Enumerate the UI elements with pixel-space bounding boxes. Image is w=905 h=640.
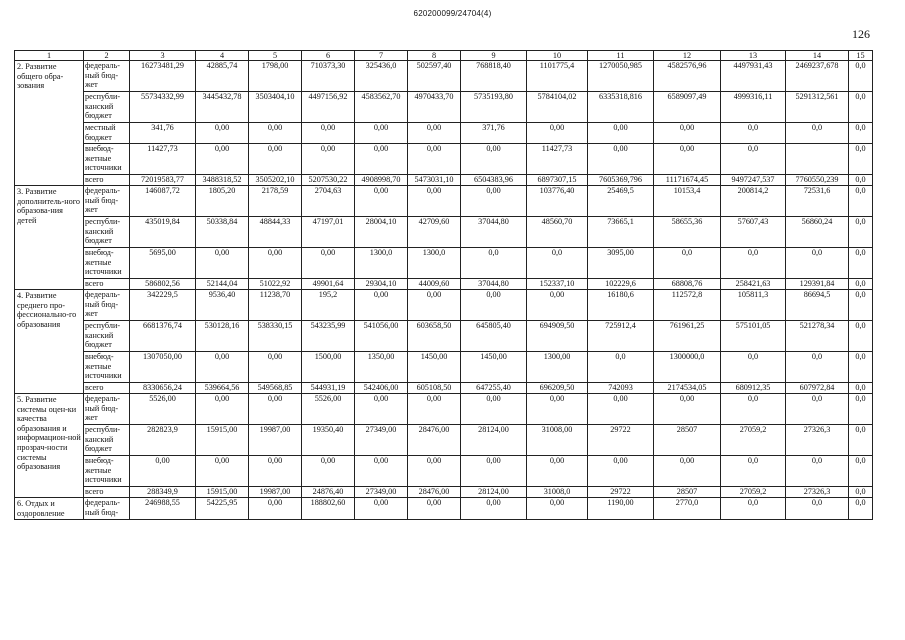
column-number: 14	[786, 51, 849, 61]
value-cell: 371,76	[461, 123, 527, 144]
value-cell: 0,00	[408, 498, 461, 520]
section-title: 3. Развитие дополнитель-ного образова-ния детей	[15, 186, 84, 290]
value-cell: 0,0	[849, 383, 873, 394]
value-cell: 0,00	[408, 144, 461, 175]
table-row	[15, 498, 873, 520]
value-cell: 0,00	[355, 144, 408, 175]
value-cell: 129391,84	[786, 279, 849, 290]
value-cell: 42885,74	[196, 61, 249, 92]
value-cell: 543235,99	[302, 321, 355, 352]
value-cell: 521278,34	[786, 321, 849, 352]
value-cell: 0,00	[355, 498, 408, 520]
value-cell: 4497931,43	[721, 61, 786, 92]
value-cell: 27349,00	[355, 425, 408, 456]
value-cell: 55734332,99	[130, 92, 196, 123]
table-row	[15, 186, 873, 217]
value-cell: 0,0	[849, 92, 873, 123]
value-cell: 8330656,24	[130, 383, 196, 394]
value-cell: 341,76	[130, 123, 196, 144]
value-cell: 195,2	[302, 290, 355, 321]
value-cell: 0,0	[461, 248, 527, 279]
value-cell: 0,0	[786, 394, 849, 425]
funding-source: республи-канский бюджет	[84, 217, 130, 248]
value-cell: 694909,50	[527, 321, 588, 352]
value-cell: 605108,50	[408, 383, 461, 394]
value-cell: 0,00	[408, 186, 461, 217]
value-cell: 72531,6	[786, 186, 849, 217]
funding-source: федераль-ный бюд-	[84, 498, 130, 520]
value-cell: 0,00	[461, 144, 527, 175]
column-number: 3	[130, 51, 196, 61]
value-cell: 1350,00	[355, 352, 408, 383]
value-cell: 1300,00	[527, 352, 588, 383]
value-cell: 0,0	[849, 186, 873, 217]
funding-source: внебюд-жетные источники	[84, 352, 130, 383]
column-number: 10	[527, 51, 588, 61]
value-cell: 0,00	[654, 144, 721, 175]
value-cell: 0,0	[721, 456, 786, 487]
value-cell	[786, 144, 849, 175]
value-cell: 0,0	[721, 394, 786, 425]
value-cell: 0,00	[588, 394, 654, 425]
column-number: 8	[408, 51, 461, 61]
value-cell: 9497247,537	[721, 175, 786, 186]
value-cell: 152337,10	[527, 279, 588, 290]
value-cell: 0,00	[302, 144, 355, 175]
funding-source: республи-канский бюджет	[84, 321, 130, 352]
value-cell: 3488318,52	[196, 175, 249, 186]
value-cell: 2174534,05	[654, 383, 721, 394]
section-title: 5. Развитие системы оцен-ки качества образования и информацион-ной прозрач-ности системы образования	[15, 394, 84, 498]
value-cell: 645805,40	[461, 321, 527, 352]
value-cell: 68808,76	[654, 279, 721, 290]
value-cell: 10153,4	[654, 186, 721, 217]
value-cell: 539664,56	[196, 383, 249, 394]
value-cell: 0,00	[355, 290, 408, 321]
value-cell: 0,0	[849, 487, 873, 498]
funding-source: всего	[84, 279, 130, 290]
column-number: 5	[249, 51, 302, 61]
value-cell: 54225,95	[196, 498, 249, 520]
value-cell: 282823,9	[130, 425, 196, 456]
funding-source: внебюд-жетные источники	[84, 456, 130, 487]
value-cell: 52144,04	[196, 279, 249, 290]
table-row	[15, 352, 873, 383]
value-cell: 1101775,4	[527, 61, 588, 92]
value-cell: 2469237,678	[786, 61, 849, 92]
value-cell: 29722	[588, 487, 654, 498]
funding-source: всего	[84, 383, 130, 394]
value-cell: 0,00	[355, 123, 408, 144]
value-cell: 19987,00	[249, 487, 302, 498]
value-cell: 58655,36	[654, 217, 721, 248]
column-number: 4	[196, 51, 249, 61]
table-row	[15, 456, 873, 487]
value-cell: 112572,8	[654, 290, 721, 321]
value-cell: 0,0	[786, 456, 849, 487]
value-cell: 6681376,74	[130, 321, 196, 352]
table-row	[15, 487, 873, 498]
funding-source: федераль-ный бюд-жет	[84, 290, 130, 321]
value-cell: 0,0	[849, 290, 873, 321]
value-cell: 50338,84	[196, 217, 249, 248]
value-cell: 0,00	[588, 456, 654, 487]
value-cell: 3505202,10	[249, 175, 302, 186]
value-cell: 603658,50	[408, 321, 461, 352]
column-number: 6	[302, 51, 355, 61]
value-cell: 0,00	[461, 456, 527, 487]
value-cell: 0,00	[588, 123, 654, 144]
table-row	[15, 425, 873, 456]
value-cell: 0,0	[786, 352, 849, 383]
page-number: 126	[852, 27, 870, 41]
value-cell: 0,0	[786, 248, 849, 279]
value-cell: 0,00	[527, 290, 588, 321]
value-cell: 1300,0	[355, 248, 408, 279]
value-cell: 51022,92	[249, 279, 302, 290]
value-cell: 544931,19	[302, 383, 355, 394]
value-cell: 0,00	[302, 248, 355, 279]
value-cell: 0,0	[721, 123, 786, 144]
value-cell: 42709,60	[408, 217, 461, 248]
funding-source: внебюд-жетные источники	[84, 248, 130, 279]
table-row	[15, 217, 873, 248]
value-cell: 0,00	[302, 456, 355, 487]
value-cell: 146087,72	[130, 186, 196, 217]
value-cell: 0,0	[721, 498, 786, 520]
table-row	[15, 61, 873, 92]
value-cell: 37044,80	[461, 217, 527, 248]
value-cell: 1500,00	[302, 352, 355, 383]
value-cell: 435019,84	[130, 217, 196, 248]
table-row	[15, 321, 873, 352]
column-number: 15	[849, 51, 873, 61]
value-cell: 0,00	[527, 498, 588, 520]
table-row	[15, 248, 873, 279]
value-cell: 1805,20	[196, 186, 249, 217]
value-cell: 742093	[588, 383, 654, 394]
value-cell: 16180,6	[588, 290, 654, 321]
value-cell: 28476,00	[408, 425, 461, 456]
column-number: 9	[461, 51, 527, 61]
funding-source: федераль-ный бюд-жет	[84, 61, 130, 92]
funding-source: федераль-ный бюд-жет	[84, 394, 130, 425]
value-cell: 28476,00	[408, 487, 461, 498]
value-cell: 0,00	[355, 394, 408, 425]
value-cell: 5526,00	[130, 394, 196, 425]
value-cell: 0,00	[408, 123, 461, 144]
value-cell: 103776,40	[527, 186, 588, 217]
value-cell: 28507	[654, 487, 721, 498]
value-cell: 725912,4	[588, 321, 654, 352]
value-cell: 29722	[588, 425, 654, 456]
value-cell: 0,00	[461, 394, 527, 425]
table-row	[15, 279, 873, 290]
value-cell: 2770,0	[654, 498, 721, 520]
section-title: 2. Развитие общего обра-зования	[15, 61, 84, 186]
value-cell: 57607,43	[721, 217, 786, 248]
value-cell: 4999316,11	[721, 92, 786, 123]
value-cell: 1300,0	[408, 248, 461, 279]
value-cell: 0,0	[849, 123, 873, 144]
value-cell: 37044,80	[461, 279, 527, 290]
value-cell: 4497156,92	[302, 92, 355, 123]
value-cell: 31008,00	[527, 425, 588, 456]
table-row	[15, 290, 873, 321]
section-title: 4. Развитие среднего про-фессионально-го образования	[15, 290, 84, 394]
value-cell: 25469,5	[588, 186, 654, 217]
table-row	[15, 92, 873, 123]
value-cell: 0,00	[527, 456, 588, 487]
value-cell: 0,00	[249, 498, 302, 520]
value-cell: 3503404,10	[249, 92, 302, 123]
value-cell: 542406,00	[355, 383, 408, 394]
value-cell: 1270050,985	[588, 61, 654, 92]
value-cell: 0,0	[849, 456, 873, 487]
value-cell: 3095,00	[588, 248, 654, 279]
value-cell: 0,00	[654, 394, 721, 425]
value-cell: 0,00	[196, 352, 249, 383]
value-cell: 710373,30	[302, 61, 355, 92]
value-cell: 27349,00	[355, 487, 408, 498]
value-cell: 1798,00	[249, 61, 302, 92]
value-cell: 0,0	[849, 144, 873, 175]
funding-source: внебюд-жетные источники	[84, 144, 130, 175]
value-cell: 0,0	[654, 248, 721, 279]
value-cell: 4582576,96	[654, 61, 721, 92]
value-cell: 0,0	[849, 61, 873, 92]
value-cell: 680912,35	[721, 383, 786, 394]
value-cell: 0,0	[527, 248, 588, 279]
value-cell: 11427,73	[527, 144, 588, 175]
value-cell: 0,00	[249, 456, 302, 487]
value-cell: 6897307,15	[527, 175, 588, 186]
value-cell: 27059,2	[721, 425, 786, 456]
value-cell: 647255,40	[461, 383, 527, 394]
column-number-row	[15, 51, 873, 61]
value-cell: 4908998,70	[355, 175, 408, 186]
value-cell: 0,0	[849, 352, 873, 383]
value-cell: 48844,33	[249, 217, 302, 248]
column-number: 1	[15, 51, 84, 61]
table-row	[15, 175, 873, 186]
value-cell: 0,0	[849, 425, 873, 456]
value-cell: 72019583,77	[130, 175, 196, 186]
value-cell: 19987,00	[249, 425, 302, 456]
value-cell: 0,00	[196, 144, 249, 175]
value-cell: 188802,60	[302, 498, 355, 520]
value-cell: 15915,00	[196, 425, 249, 456]
value-cell: 541056,00	[355, 321, 408, 352]
value-cell: 0,00	[408, 290, 461, 321]
value-cell: 768818,40	[461, 61, 527, 92]
value-cell: 4583562,70	[355, 92, 408, 123]
column-number: 2	[84, 51, 130, 61]
funding-source: республи-канский бюджет	[84, 425, 130, 456]
value-cell: 5695,00	[130, 248, 196, 279]
value-cell: 0,0	[849, 498, 873, 520]
value-cell: 28004,10	[355, 217, 408, 248]
value-cell: 1300000,0	[654, 352, 721, 383]
value-cell: 49901,64	[302, 279, 355, 290]
value-cell: 325436,0	[355, 61, 408, 92]
table-row	[15, 144, 873, 175]
value-cell: 5784104,02	[527, 92, 588, 123]
value-cell: 28124,00	[461, 425, 527, 456]
funding-source: республи-канский бюджет	[84, 92, 130, 123]
value-cell: 11171674,45	[654, 175, 721, 186]
value-cell: 5526,00	[302, 394, 355, 425]
value-cell: 0,0	[588, 352, 654, 383]
value-cell: 0,0	[721, 248, 786, 279]
value-cell: 342229,5	[130, 290, 196, 321]
value-cell: 31008,0	[527, 487, 588, 498]
value-cell: 696209,50	[527, 383, 588, 394]
value-cell: 5473031,10	[408, 175, 461, 186]
value-cell: 0,0	[786, 498, 849, 520]
value-cell: 538330,15	[249, 321, 302, 352]
value-cell: 73665,1	[588, 217, 654, 248]
value-cell: 11238,70	[249, 290, 302, 321]
value-cell: 44009,60	[408, 279, 461, 290]
value-cell: 549568,85	[249, 383, 302, 394]
value-cell: 0,0	[849, 279, 873, 290]
value-cell: 1307050,00	[130, 352, 196, 383]
value-cell: 502597,40	[408, 61, 461, 92]
value-cell: 2704,63	[302, 186, 355, 217]
table-row	[15, 383, 873, 394]
value-cell: 3445432,78	[196, 92, 249, 123]
value-cell: 530128,16	[196, 321, 249, 352]
value-cell: 47197,01	[302, 217, 355, 248]
value-cell: 0,00	[461, 290, 527, 321]
value-cell: 607972,84	[786, 383, 849, 394]
value-cell: 0,00	[196, 123, 249, 144]
value-cell: 27059,2	[721, 487, 786, 498]
value-cell: 5291312,561	[786, 92, 849, 123]
funding-source: всего	[84, 487, 130, 498]
value-cell: 0,00	[302, 123, 355, 144]
column-number: 13	[721, 51, 786, 61]
value-cell: 0,0	[721, 144, 786, 175]
value-cell: 0,00	[461, 498, 527, 520]
value-cell: 86694,5	[786, 290, 849, 321]
value-cell: 0,00	[355, 186, 408, 217]
table-row	[15, 123, 873, 144]
value-cell: 105811,3	[721, 290, 786, 321]
value-cell: 200814,2	[721, 186, 786, 217]
value-cell: 56860,24	[786, 217, 849, 248]
section-title: 6. Отдых и оздоровление	[15, 498, 84, 520]
value-cell: 0,0	[721, 352, 786, 383]
value-cell: 0,00	[249, 123, 302, 144]
value-cell: 2178,59	[249, 186, 302, 217]
value-cell: 0,00	[196, 248, 249, 279]
value-cell: 0,00	[196, 394, 249, 425]
value-cell: 0,0	[786, 123, 849, 144]
value-cell: 0,00	[249, 394, 302, 425]
value-cell: 16273481,29	[130, 61, 196, 92]
value-cell: 9536,40	[196, 290, 249, 321]
funding-source: местный бюджет	[84, 123, 130, 144]
value-cell: 0,0	[849, 321, 873, 352]
value-cell: 586802,56	[130, 279, 196, 290]
value-cell: 28507	[654, 425, 721, 456]
value-cell: 0,00	[527, 123, 588, 144]
value-cell: 0,0	[849, 175, 873, 186]
value-cell: 0,00	[408, 456, 461, 487]
value-cell: 4970433,70	[408, 92, 461, 123]
document-id: 620200099/24704(4)	[413, 9, 492, 18]
value-cell: 0,00	[408, 394, 461, 425]
value-cell: 0,00	[249, 144, 302, 175]
value-cell: 6589097,49	[654, 92, 721, 123]
value-cell: 0,0	[849, 217, 873, 248]
column-number: 7	[355, 51, 408, 61]
value-cell: 0,00	[249, 352, 302, 383]
value-cell: 258421,63	[721, 279, 786, 290]
column-number: 11	[588, 51, 654, 61]
value-cell: 48560,70	[527, 217, 588, 248]
value-cell: 19350,40	[302, 425, 355, 456]
value-cell: 0,0	[849, 248, 873, 279]
value-cell: 288349,9	[130, 487, 196, 498]
value-cell: 0,00	[249, 248, 302, 279]
value-cell: 0,0	[849, 394, 873, 425]
funding-source: федераль-ный бюд-жет	[84, 186, 130, 217]
value-cell: 5207530,22	[302, 175, 355, 186]
value-cell: 15915,00	[196, 487, 249, 498]
value-cell: 246988,55	[130, 498, 196, 520]
table-row	[15, 394, 873, 425]
column-number: 12	[654, 51, 721, 61]
value-cell: 575101,05	[721, 321, 786, 352]
value-cell: 6504383,96	[461, 175, 527, 186]
value-cell: 7760550,239	[786, 175, 849, 186]
value-cell: 29304,10	[355, 279, 408, 290]
budget-table	[14, 50, 873, 520]
value-cell: 24876,40	[302, 487, 355, 498]
value-cell: 27326,3	[786, 425, 849, 456]
value-cell: 11427,73	[130, 144, 196, 175]
value-cell: 1450,00	[461, 352, 527, 383]
value-cell: 0,00	[461, 186, 527, 217]
value-cell: 1450,00	[408, 352, 461, 383]
value-cell: 6335318,816	[588, 92, 654, 123]
value-cell: 761961,25	[654, 321, 721, 352]
value-cell: 0,00	[588, 144, 654, 175]
value-cell: 0,00	[130, 456, 196, 487]
value-cell: 5735193,80	[461, 92, 527, 123]
value-cell: 0,00	[654, 456, 721, 487]
value-cell: 1190,00	[588, 498, 654, 520]
value-cell: 0,00	[654, 123, 721, 144]
value-cell: 0,00	[355, 456, 408, 487]
funding-source: всего	[84, 175, 130, 186]
value-cell: 28124,00	[461, 487, 527, 498]
value-cell: 0,00	[196, 456, 249, 487]
value-cell: 102229,6	[588, 279, 654, 290]
value-cell: 0,00	[527, 394, 588, 425]
value-cell: 27326,3	[786, 487, 849, 498]
value-cell: 7605369,796	[588, 175, 654, 186]
